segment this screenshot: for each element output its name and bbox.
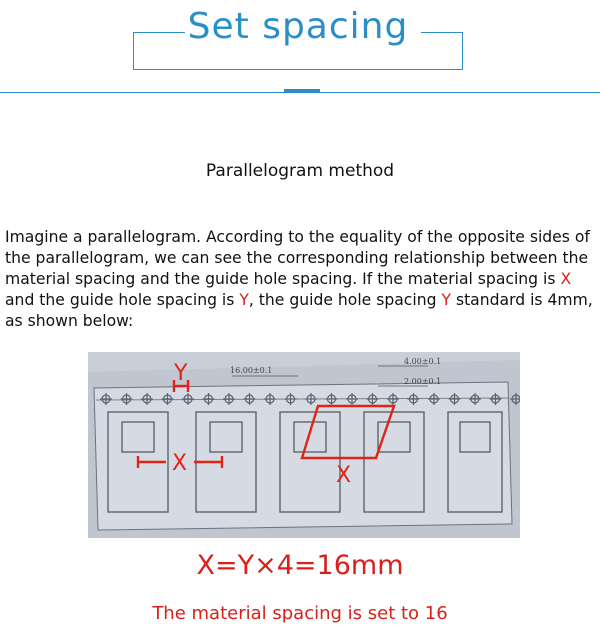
- strip-drawing: [88, 352, 520, 538]
- para-text-1: Imagine a parallelogram. According to the equality of the opposite sides of the parallelogram, we can see the corresponding relationship between the material spacing and the guide hole spacing. If the material spacing is: [5, 228, 590, 288]
- header: [0, 0, 600, 100]
- para-y: Y: [239, 291, 249, 309]
- strip-drawing-photo: [88, 352, 520, 538]
- page-title: Set spacing: [187, 6, 409, 47]
- title-frame-top-left: [133, 32, 185, 33]
- para-text-3: , the guide hole spacing: [248, 291, 442, 309]
- title-frame-left: [133, 32, 134, 70]
- header-divider-accent: [284, 89, 320, 93]
- title-frame: [133, 6, 463, 70]
- title-frame-bottom: [133, 69, 463, 70]
- spacing-note: The material spacing is set to 16: [152, 603, 448, 624]
- label-x-left: X: [172, 451, 188, 476]
- label-y: Y: [174, 361, 188, 386]
- title-frame-right: [462, 32, 463, 70]
- para-x: X: [560, 270, 572, 288]
- dim-16-label: 16.00±0.1: [230, 366, 273, 375]
- spacing-formula: X=Y×4=16mm: [196, 550, 404, 581]
- method-title: Parallelogram method: [205, 161, 395, 181]
- para-y-2: Y: [441, 291, 451, 309]
- dim-2-label: 2.00±0.1: [404, 377, 442, 386]
- description-paragraph: [5, 227, 595, 332]
- dim-4-label: 4.00±0.1: [404, 357, 442, 366]
- para-text-4: standard is 4mm, as shown below:: [5, 291, 593, 330]
- label-x-right: X: [336, 463, 352, 488]
- para-text-2: and the guide hole spacing is: [5, 291, 240, 309]
- title-frame-top-right: [421, 32, 463, 33]
